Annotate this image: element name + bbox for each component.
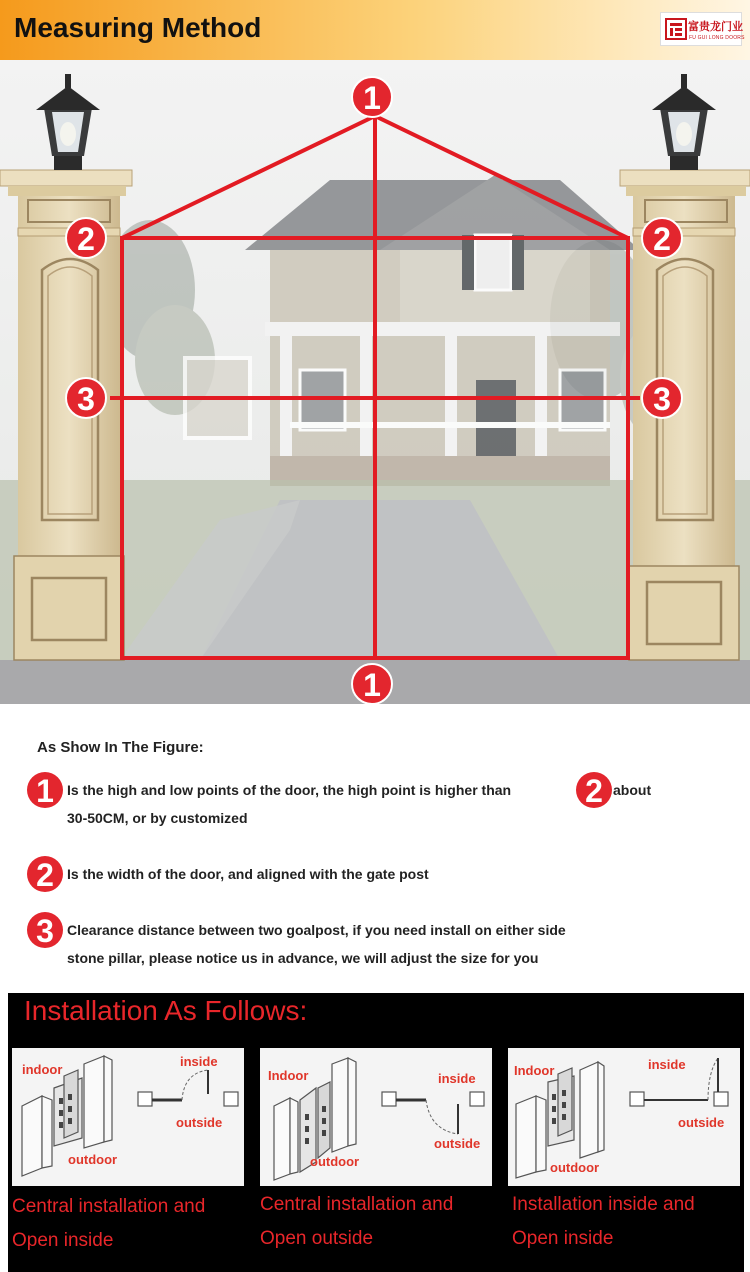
svg-text:1: 1 xyxy=(363,667,381,703)
logo-mark-icon xyxy=(665,18,687,40)
marker-clearance-left xyxy=(66,378,106,418)
card-2-label-inside: inside xyxy=(438,1071,476,1086)
marker-high-top xyxy=(352,77,392,117)
card-2-label-indoor: Indoor xyxy=(268,1068,309,1083)
explanation-heading: As Show In The Figure: xyxy=(37,739,204,756)
svg-text:3: 3 xyxy=(36,913,54,949)
svg-text:2: 2 xyxy=(77,221,95,257)
explanation-3-line-2: stone pillar, please notice us in advance, we will adjust the size for you xyxy=(67,950,539,966)
explanation-inline-badge-2 xyxy=(575,771,613,809)
svg-text:2: 2 xyxy=(585,773,603,809)
brand-logo xyxy=(660,12,745,46)
marker-high-bottom xyxy=(352,664,392,704)
installation-title: Installation As Follows: xyxy=(24,995,308,1026)
page-title: Measuring Method xyxy=(14,12,262,43)
installation-card-2 xyxy=(260,1048,492,1186)
marker-width-left xyxy=(66,218,106,258)
svg-text:3: 3 xyxy=(77,381,95,417)
svg-text:2: 2 xyxy=(36,857,54,893)
installation-card-3 xyxy=(508,1048,740,1186)
card-3-label-outside: outside xyxy=(678,1115,725,1130)
explanation-3-line-1: Clearance distance between two goalpost, if you need install on either side xyxy=(67,922,566,938)
installation-caption-2: Central installation and Open outside xyxy=(260,1194,454,1249)
marker-clearance-right xyxy=(642,378,682,418)
logo-en-text: FU GUI LONG DOORS xyxy=(689,35,745,41)
card-3-label-indoor: Indoor xyxy=(514,1063,555,1078)
page-header xyxy=(0,0,750,60)
svg-text:1: 1 xyxy=(36,773,54,809)
installation-section xyxy=(8,993,744,1272)
card-2-label-outside: outside xyxy=(434,1136,481,1151)
card-1-label-outdoor: outdoor xyxy=(68,1152,118,1167)
explanation-badge-3 xyxy=(26,911,64,949)
svg-text:2: 2 xyxy=(653,221,671,257)
explanation-2-line-1: Is the width of the door, and aligned with the gate post xyxy=(67,866,429,882)
installation-card-1 xyxy=(12,1048,244,1186)
card-3-label-outdoor: outdoor xyxy=(550,1160,600,1175)
measurement-diagram xyxy=(0,60,750,704)
logo-cn-text: 富贵龙门业 xyxy=(688,20,743,33)
card-1-label-inside: inside xyxy=(180,1054,218,1069)
explanation-1-line-2: 30-50CM, or by customized xyxy=(67,810,248,826)
measurement-figure xyxy=(0,60,750,704)
card-3-label-inside: inside xyxy=(648,1057,686,1072)
marker-width-right xyxy=(642,218,682,258)
explanation-badge-1 xyxy=(26,771,64,809)
card-1-label-indoor: indoor xyxy=(22,1062,63,1077)
svg-text:3: 3 xyxy=(653,381,671,417)
installation-caption-1: Central installation and Open inside xyxy=(12,1196,206,1251)
explanation-1-inline-suffix: about xyxy=(613,782,652,798)
card-1-label-outside: outside xyxy=(176,1115,223,1130)
installation-caption-3: Installation inside and Open inside xyxy=(512,1194,695,1249)
explanation-1-line-1: Is the high and low points of the door, the high point is higher than xyxy=(67,782,512,798)
explanation-badge-2 xyxy=(26,855,64,893)
svg-text:1: 1 xyxy=(363,80,381,116)
card-2-label-outdoor: outdoor xyxy=(310,1154,360,1169)
